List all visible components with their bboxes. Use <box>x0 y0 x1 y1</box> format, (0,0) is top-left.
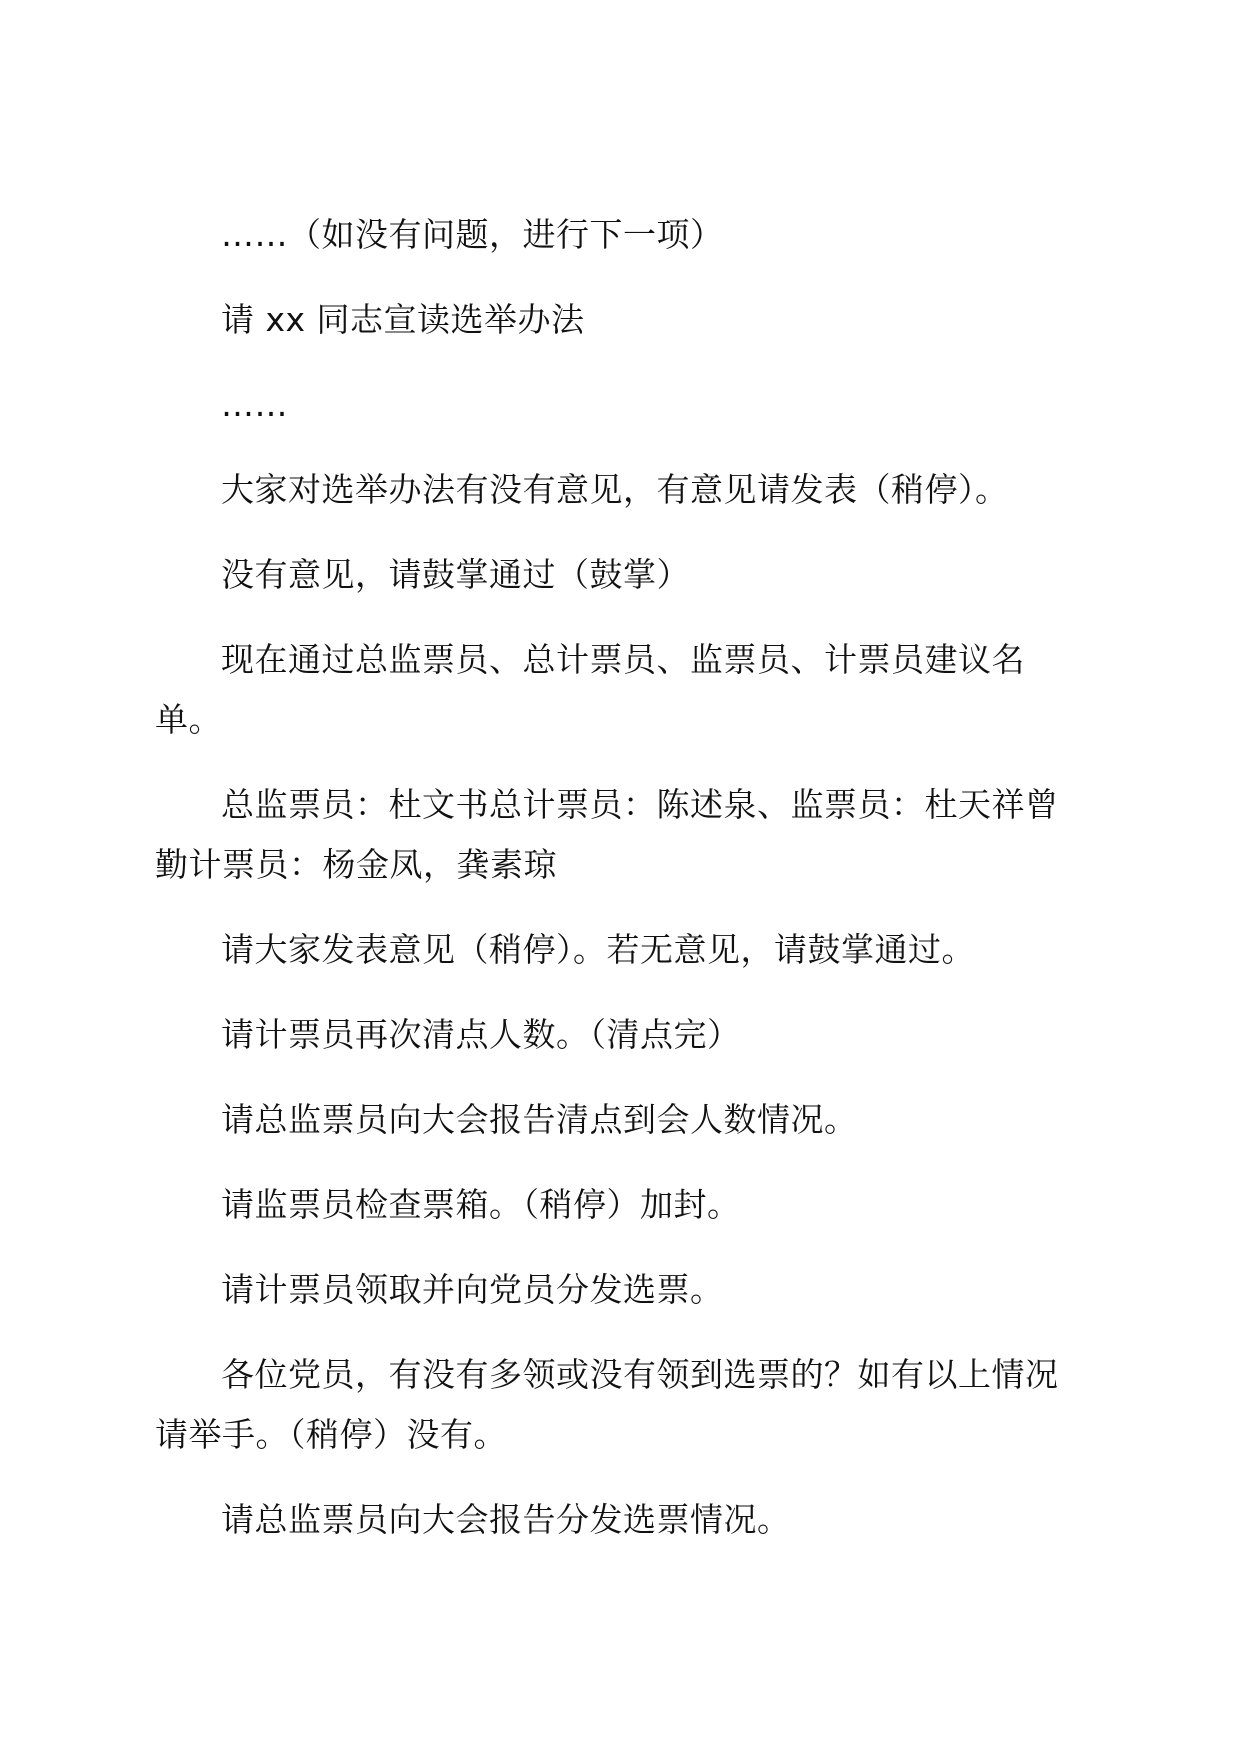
paragraph: 没有意见，请鼓掌通过（鼓掌） <box>221 555 690 594</box>
paragraph: 各位党员，有没有多领或没有领到选票的？如有以上情况请举手。（稍停）没有。 <box>155 1355 1059 1454</box>
document-body <box>155 205 1090 1575</box>
paragraph: 大家对选举办法有没有意见，有意见请发表（稍停）。 <box>221 470 1009 509</box>
paragraph: 请总监票员向大会报告清点到会人数情况。 <box>221 1100 858 1139</box>
paragraph: 总监票员：杜文书总计票员：陈述泉、监票员：杜天祥曾勤计票员：杨金凤，龚素琼 <box>155 785 1059 884</box>
paragraph: 请大家发表意见（稍停）。若无意见，请鼓掌通过。 <box>221 930 975 969</box>
paragraph: 请总监票员向大会报告分发选票情况。 <box>221 1500 791 1539</box>
paragraph: 现在通过总监票员、总计票员、监票员、计票员建议名单。 <box>155 640 1025 739</box>
paragraph: …… <box>221 385 288 424</box>
paragraph: 请 xx 同志宣读选举办法 <box>221 300 585 339</box>
paragraph: 请监票员检查票箱。（稍停）加封。 <box>221 1185 741 1224</box>
paragraph: 请计票员领取并向党员分发选票。 <box>221 1270 724 1309</box>
paragraph: ……（如没有问题，进行下一项） <box>221 215 724 254</box>
paragraph: 请计票员再次清点人数。（清点完） <box>221 1015 741 1054</box>
